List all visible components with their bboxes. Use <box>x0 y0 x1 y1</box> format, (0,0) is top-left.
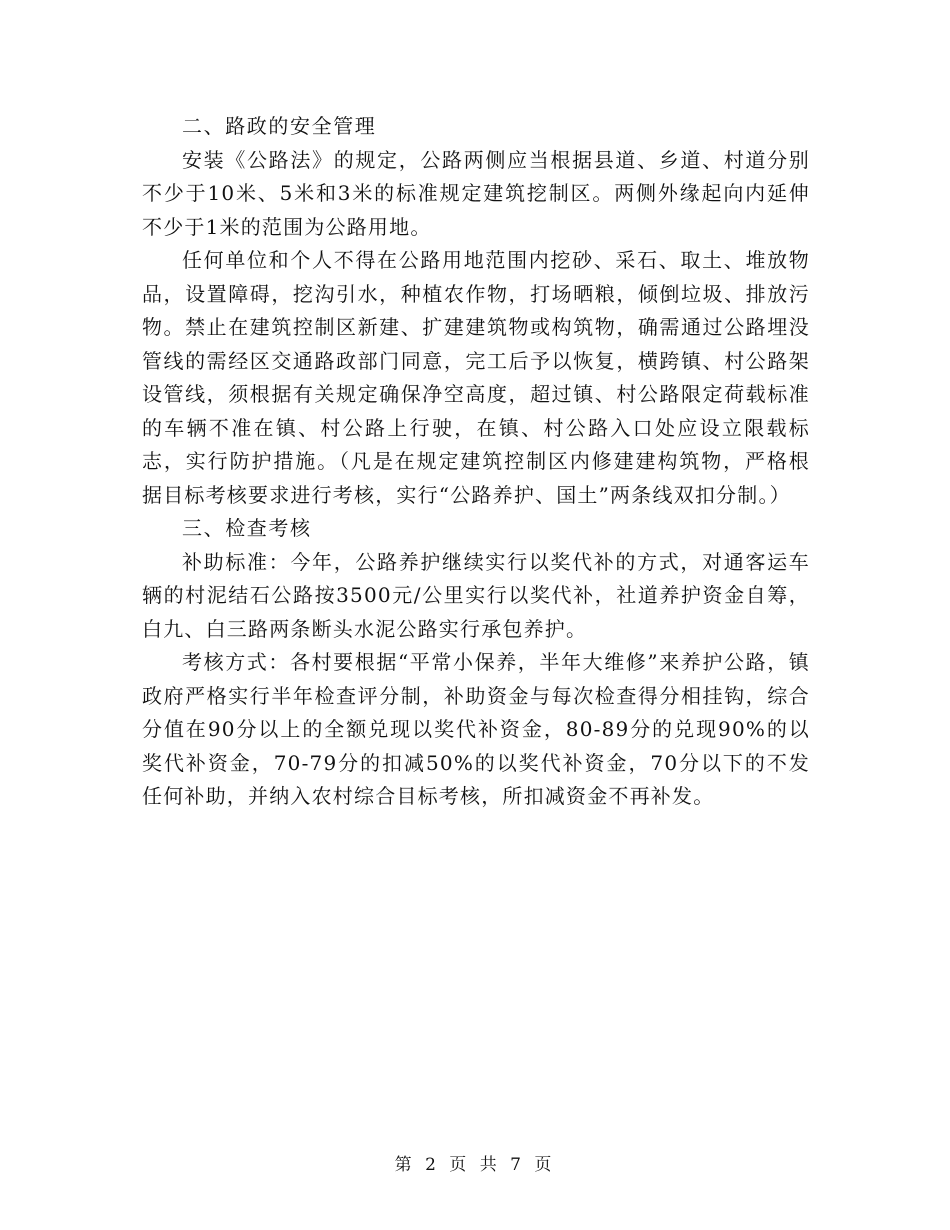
page-number-footer: 第 2 页 共 7 页 <box>394 1155 556 1175</box>
paragraph-prohibitions: 任何单位和个人不得在公路用地范围内挖砂、采石、取土、堆放物品，设置障碍，挖沟引水，种植农作物，打场晒粮，倾倒垃圾、排放污物。禁止在建筑控制区新建、扩建建筑物或构筑物，确需通过公路埋没管线的需经区交通路政部门同意，完工后予以恢复，横跨镇、村公路架设管线，须根据有关规定确保净空高度，超过镇、村公路限定荷载标准的车辆不准在镇、村公路上行驶，在镇、村公路入口处应设立限载标志，实行防护措施。（凡是在规定建筑控制区内修建建构筑物，严格根据目标考核要求进行考核，实行“公路养护、国土”两条线双扣分制。） <box>142 248 810 507</box>
paragraph-road-law: 安装《公路法》的规定，公路两侧应当根据县道、乡道、村道分别不少于10米、5米和3米的标准规定建筑挖制区。两侧外缘起向内延伸不少于1米的范围为公路用地。 <box>142 147 810 239</box>
document-body <box>142 110 810 814</box>
section-heading-road-safety: 二、路政的安全管理 <box>182 114 377 138</box>
paragraph-subsidy-standard: 补助标准：今年，公路养护继续实行以奖代补的方式，对通客运车辆的村泥结石公路按3500元/公里实行以奖代补，社道养护资金自筹，白九、白三路两条断头水泥公路实行承包养护。 <box>142 549 810 641</box>
paragraph-assessment-method: 考核方式：各村要根据“平常小保养，半年大维修”来养护公路，镇政府严格实行半年检查评分制，补助资金与每次检查得分相挂钩，综合分值在90分以上的全额兑现以奖代补资金，80-89分的兑现90%的以奖代补资金，70-79分的扣减50%的以奖代补资金，70分以下的不发任何补助，并纳入农村综合目标考核，所扣减资金不再补发。 <box>142 650 810 808</box>
section-heading-inspection: 三、检查考核 <box>182 516 312 540</box>
